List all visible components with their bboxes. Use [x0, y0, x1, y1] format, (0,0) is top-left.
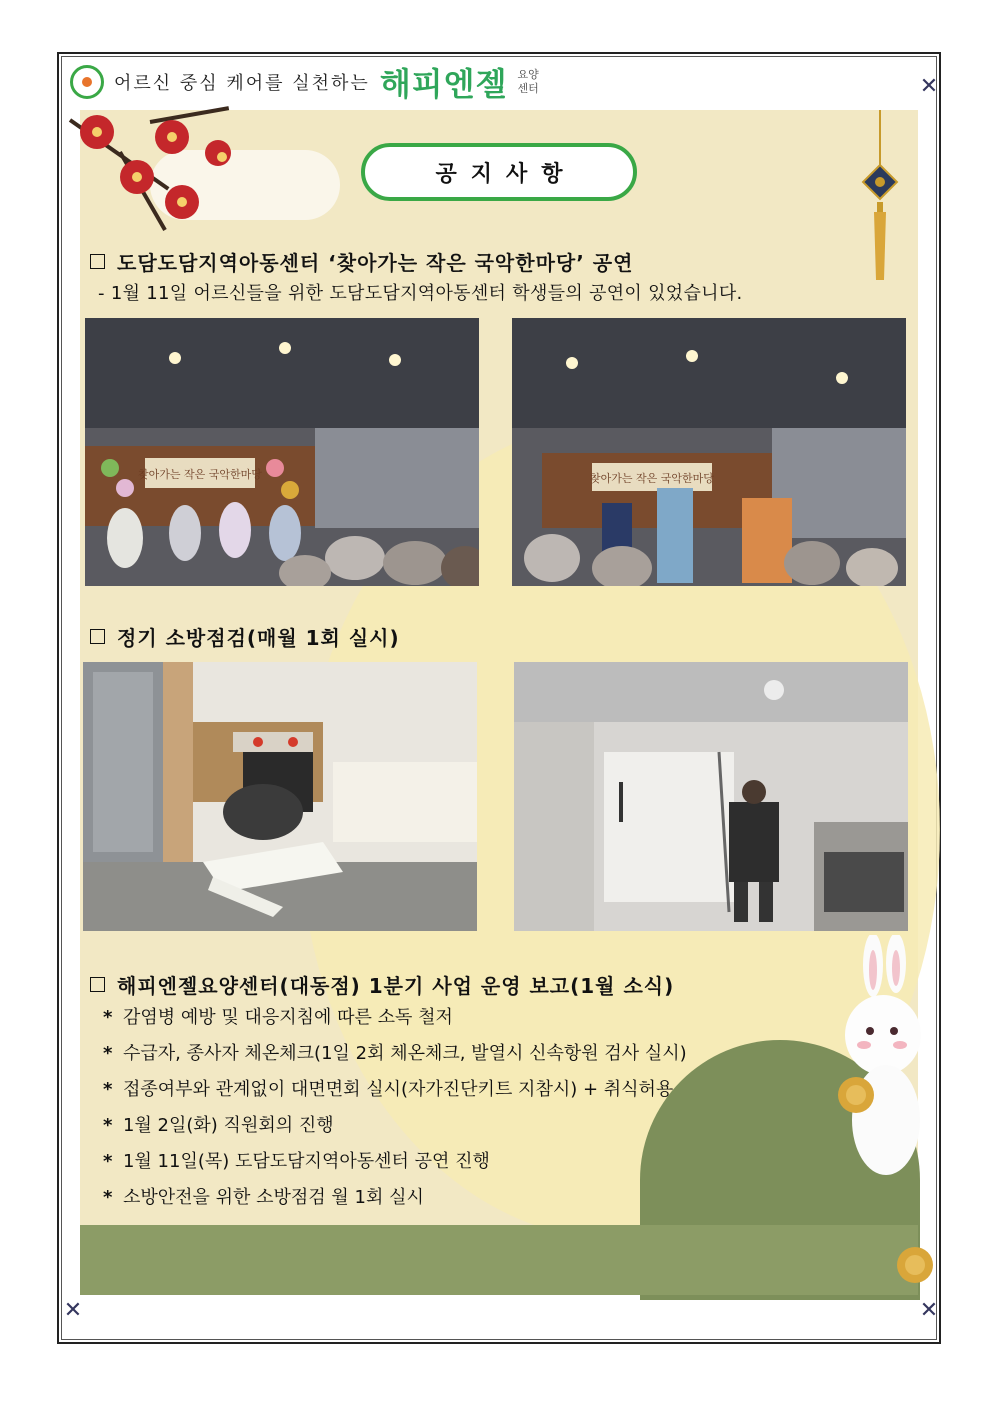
- list-item: * 1월 2일(화) 직원회의 진행: [103, 1115, 334, 1136]
- logo-icon: [70, 65, 104, 99]
- fire-inspection-photo-1: [83, 662, 477, 931]
- banner-text: 찾아가는 작은 국악한마당: [138, 468, 262, 481]
- list-item: * 접종여부와 관계없이 대면면회 실시(자가진단키트 지참시) + 취식허용: [103, 1079, 674, 1100]
- rabbit-decoration: [828, 935, 928, 1185]
- list-item: * 소방안전을 위한 소방점검 월 1회 실시: [103, 1187, 424, 1208]
- report-list: [103, 1003, 687, 1219]
- coin-decoration: [895, 1245, 935, 1285]
- corner-ornament-icon: ✕: [919, 74, 939, 99]
- corner-ornament-icon: ✕: [919, 1298, 939, 1323]
- brand-name: 해피엔젤: [379, 65, 508, 103]
- list-item: * 감염병 예방 및 대응지침에 따른 소독 철저: [103, 1007, 453, 1028]
- corner-ornament-icon: ✕: [63, 1298, 83, 1323]
- ground-decoration: [80, 1225, 918, 1295]
- concert-photo-2: [512, 318, 906, 586]
- page-title: 공지사항: [361, 143, 637, 201]
- slogan: 어르신 중심 케어를 실천하는: [114, 73, 370, 94]
- header: [70, 62, 543, 102]
- fire-inspection-photo-2: [514, 662, 908, 931]
- concert-photo-1: [85, 318, 479, 586]
- tassel-knot-decoration: [860, 110, 900, 280]
- section-heading: 해피엔젤요양센터(대동점) 1분기 사업 운영 보고(1월 소식): [90, 970, 674, 999]
- list-item: * 수급자, 종사자 체온체크(1일 2회 체온체크, 발열시 신속항원 검사 실시): [103, 1043, 687, 1064]
- list-item: * 1월 11일(목) 도담도담지역아동센터 공연 진행: [103, 1151, 490, 1172]
- section-heading: 도담도담지역아동센터 ‘찾아가는 작은 국악한마당’ 공연: [90, 247, 633, 276]
- section-heading: 정기 소방점검(매월 1회 실시): [90, 622, 400, 651]
- section-subtext: - 1월 11일 어르신들을 위한 도담도담지역아동센터 학생들의 공연이 있었습니다.: [98, 283, 743, 304]
- banner-text: 찾아가는 작은 국악한마당: [590, 472, 714, 485]
- brand-subtitle: 요양 센터: [517, 68, 539, 95]
